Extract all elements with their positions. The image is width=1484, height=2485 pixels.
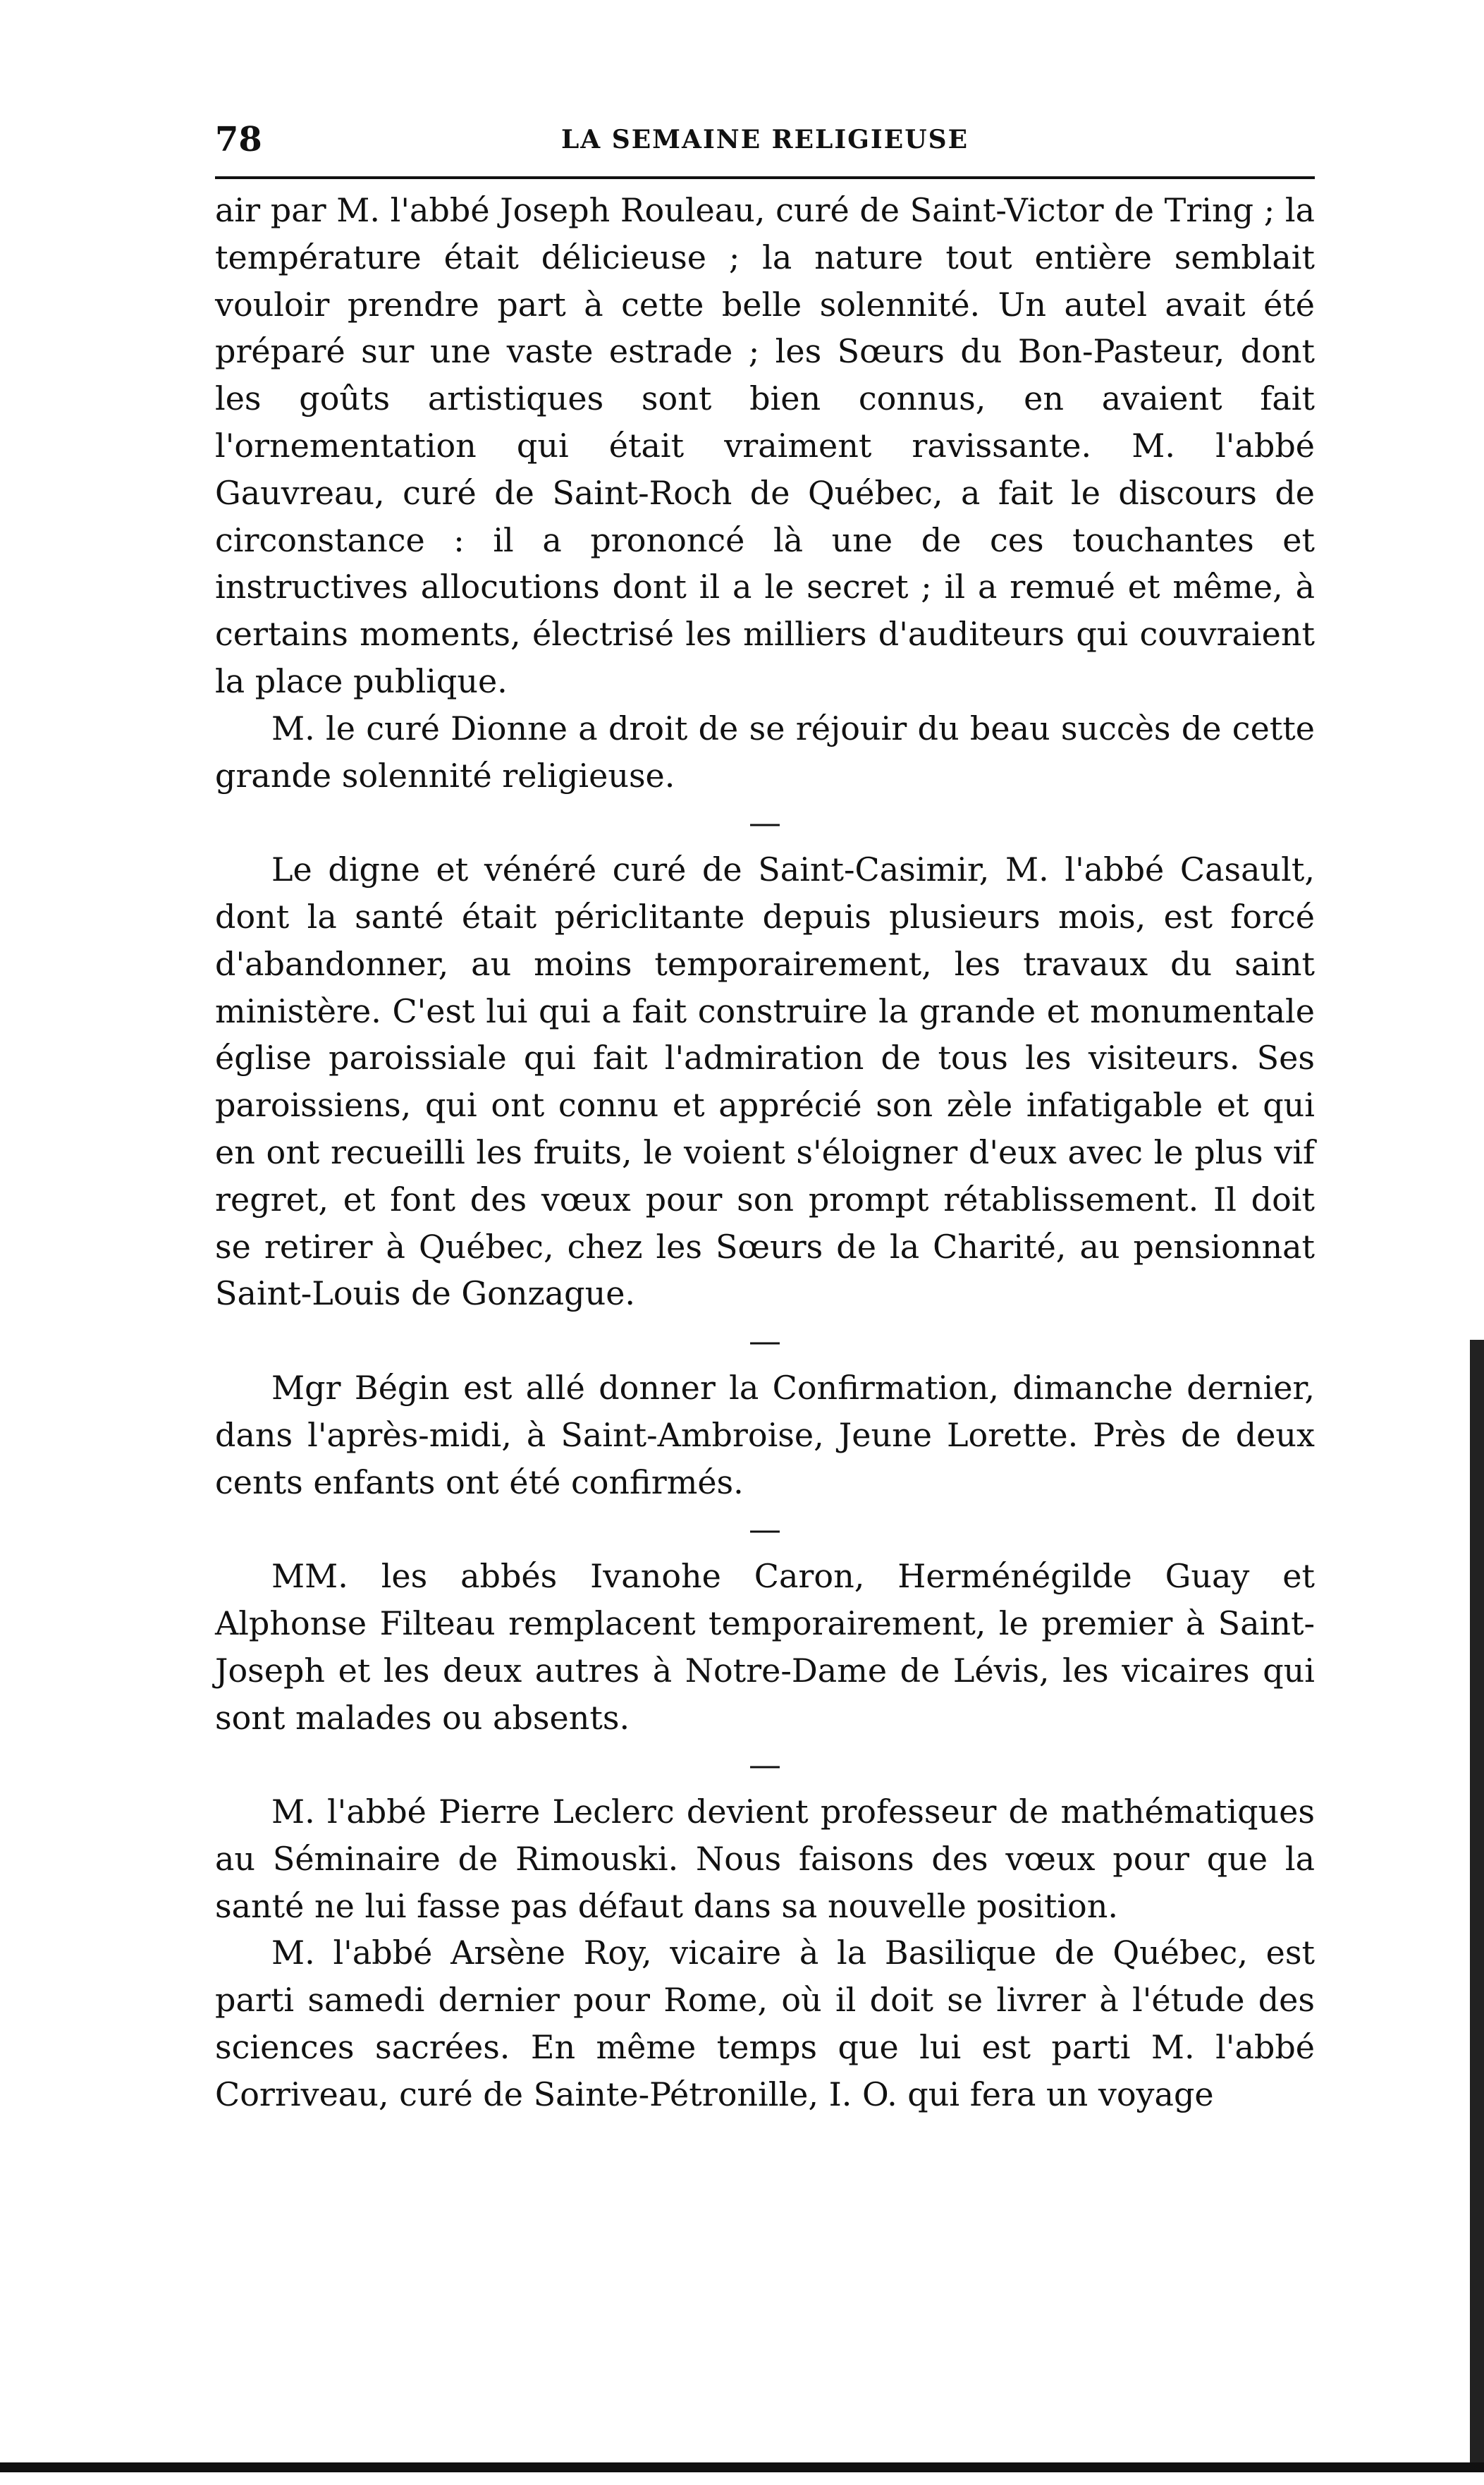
- paragraph-cure-dionne: M. le curé Dionne a droit de se réjouir du beau succès de cette grande solennité religieuse.: [215, 709, 1315, 795]
- section-separator: —: [749, 1510, 781, 1549]
- header-rule: [215, 176, 1315, 179]
- paragraph-arsene-roy: M. l'abbé Arsène Roy, vicaire à la Basilique de Québec, est parti samedi dernier pour Rome, où il doit se livrer à l'étude des sciences sacrées. En même temps que lui est parti M. l'abbé Corriveau, curé de Sainte-Pétronille, I. O. qui fera un voyage: [215, 1934, 1315, 2113]
- paragraph-leclerc: M. l'abbé Pierre Leclerc devient professeur de mathématiques au Séminaire de Rimouski. Nous faisons des vœux pour que la santé ne lui fasse pas défaut dans sa nouvelle position.: [215, 1793, 1315, 1925]
- page-header: [215, 118, 1315, 168]
- section-separator: —: [749, 1321, 781, 1360]
- page-edge-shadow: [1470, 1340, 1484, 2468]
- paragraph-vicaires: MM. les abbés Ivanohe Caron, Herménégilde Guay et Alphonse Filteau remplacent temporairement, le premier à Saint-Joseph et les deux autres à Notre-Dame de Lévis, les vicaires qui sont malades ou absents.: [215, 1557, 1315, 1737]
- paragraph-tring-ceremony: air par M. l'abbé Joseph Rouleau, curé de Saint-Victor de Tring ; la température était délicieuse ; la nature tout entière semblait vouloir prendre part à cette belle solennité. Un autel avait été préparé sur une vaste estrade ; les Sœurs du Bon-Pasteur, dont les goûts artistiques sont bien connus, en avaient fait l'ornementation qui était vraiment ravissante. M. l'abbé Gauvreau, curé de Saint-Roch de Québec, a fait le discours de circonstance : il a prononcé là une de ces touchantes et instructives allocutions dont il a le secret ; il a remué et même, à certains moments, électrisé les milliers d'auditeurs qui couvraient la place publique.: [215, 191, 1315, 700]
- paragraph-confirmation: Mgr Bégin est allé donner la Confirmation, dimanche dernier, dans l'après-midi, à Saint-Ambroise, Jeune Lorette. Près de deux cents enfants ont été confirmés.: [215, 1368, 1315, 1501]
- paragraph-saint-casimir: Le digne et vénéré curé de Saint-Casimir, M. l'abbé Casault, dont la santé était périclitante depuis plusieurs mois, est forcé d'abandonner, au moins temporairement, les travaux du saint ministère. C'est lui qui a fait construire la grande et monumentale église paroissiale qui fait l'admiration de tous les visiteurs. Ses paroissiens, qui ont connu et apprécié son zèle infatigable et qui en ont recueilli les fruits, le voient s'éloigner d'eux avec le plus vif regret, et font des vœux pour son prompt rétablissement. Il doit se retirer à Québec, chez les Sœurs de la Charité, au pensionnat Saint-Louis de Gonzague.: [215, 850, 1315, 1313]
- section-separator: —: [749, 1745, 781, 1784]
- article-body: [215, 187, 1315, 2118]
- section-separator: —: [749, 803, 781, 842]
- page-number: 78: [215, 120, 262, 159]
- page-bottom-edge: [0, 2462, 1484, 2472]
- running-head: LA SEMAINE RELIGIEUSE: [560, 125, 969, 154]
